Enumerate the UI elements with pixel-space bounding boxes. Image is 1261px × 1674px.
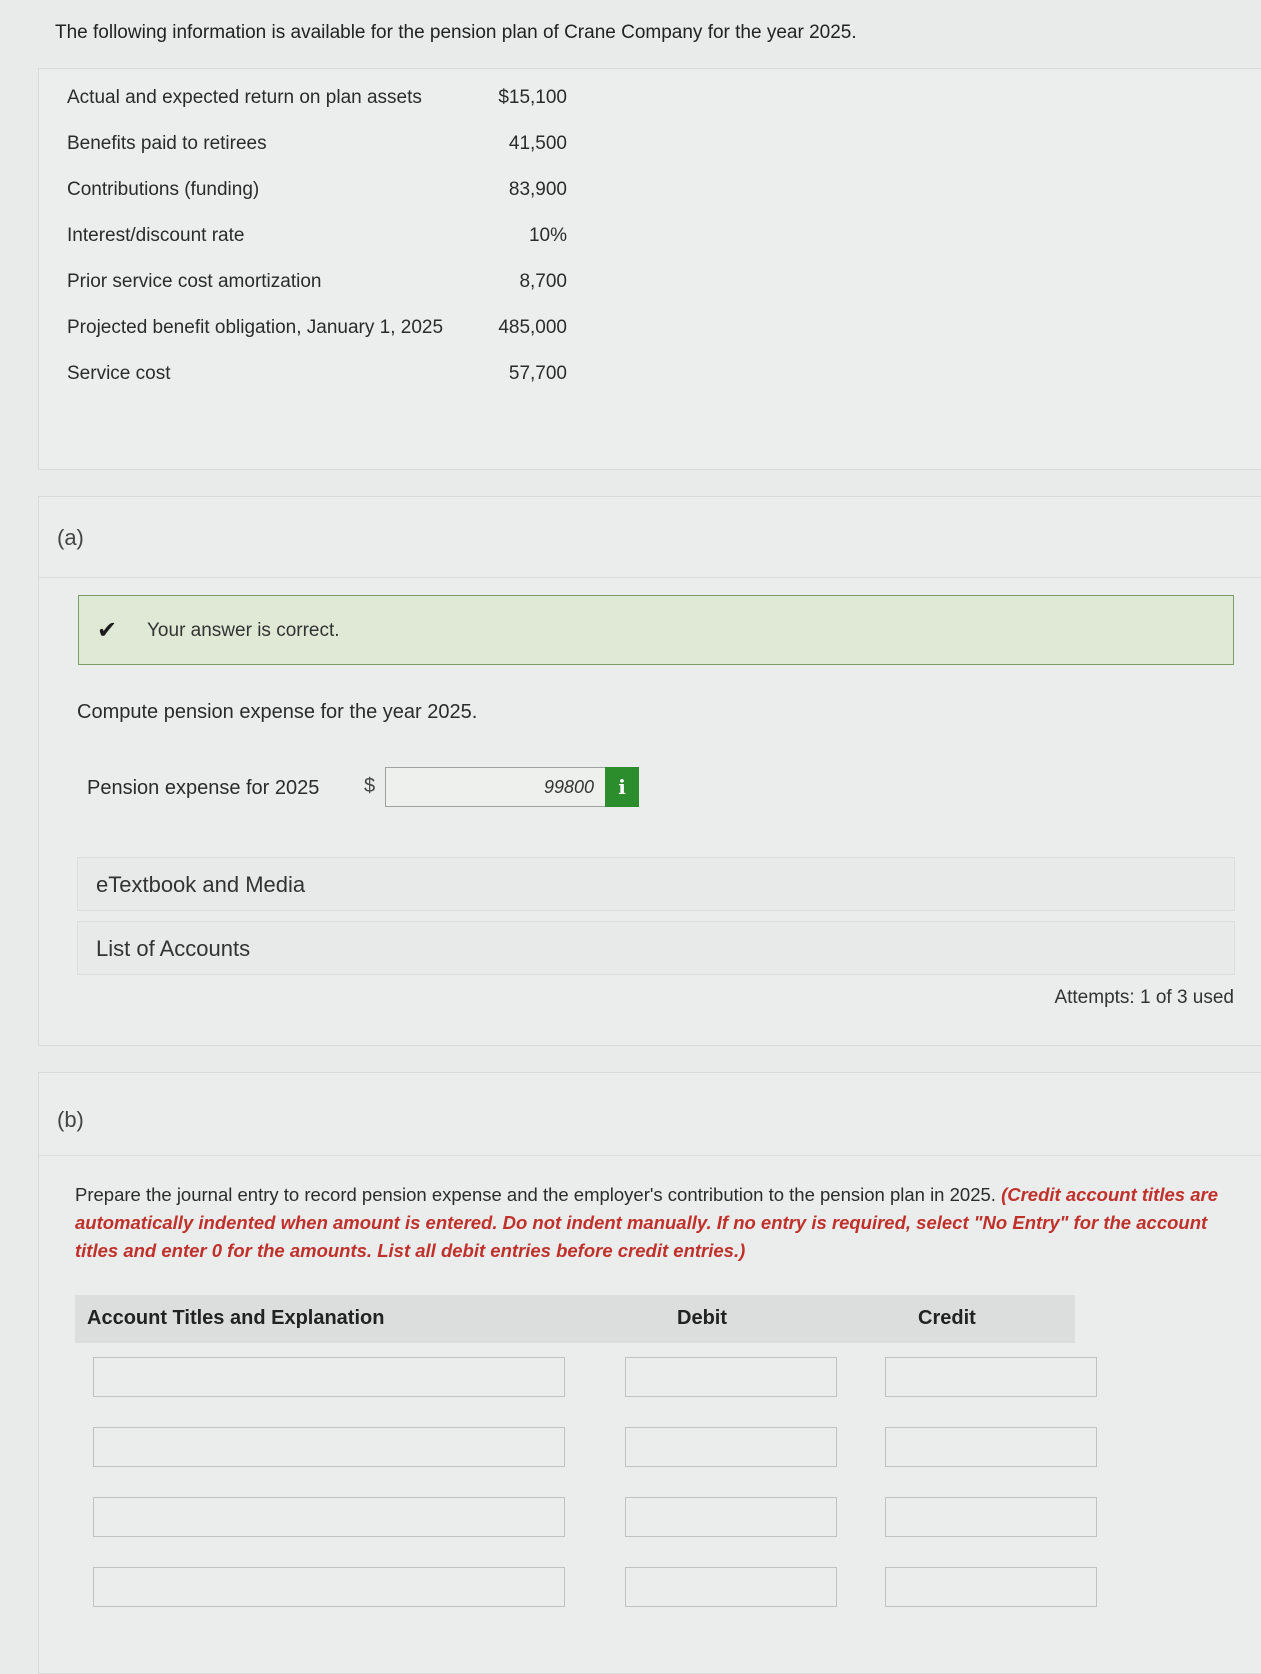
account-title-input[interactable] xyxy=(93,1357,565,1397)
info-value: 8,700 xyxy=(519,271,567,292)
info-value: 57,700 xyxy=(508,363,567,384)
column-account-header: Account Titles and Explanation xyxy=(87,1307,385,1329)
column-credit-header: Credit xyxy=(918,1307,976,1329)
etextbook-link[interactable] xyxy=(77,857,1235,911)
info-row xyxy=(67,225,567,255)
account-title-input[interactable] xyxy=(93,1427,565,1467)
list-of-accounts-label: List of Accounts xyxy=(96,936,251,961)
info-row xyxy=(67,87,567,117)
question-b-text xyxy=(75,1181,1225,1265)
info-value: 83,900 xyxy=(508,179,567,200)
info-row xyxy=(67,271,567,301)
list-of-accounts-link[interactable] xyxy=(77,921,1235,975)
feedback-banner xyxy=(78,595,1234,665)
checkmark-icon: ✔ xyxy=(97,617,118,644)
info-row xyxy=(67,363,567,393)
info-label: Service cost xyxy=(67,363,171,384)
info-label: Benefits paid to retirees xyxy=(67,133,267,154)
question-b-note: (Credit account titles are automatically indented when amount is entered. Do not indent manually. If no entry is required, select "No Entry" for the account titles and enter 0 for the amounts. List all debit entries before credit entries.) xyxy=(75,1184,1218,1261)
debit-input[interactable] xyxy=(625,1497,837,1537)
journal-table-header xyxy=(75,1295,1075,1343)
info-table xyxy=(38,68,1261,470)
info-label: Contributions (funding) xyxy=(67,179,260,200)
credit-input[interactable] xyxy=(885,1427,1097,1467)
column-debit-header: Debit xyxy=(677,1307,727,1329)
part-b-header xyxy=(39,1073,1261,1156)
debit-input[interactable] xyxy=(625,1357,837,1397)
info-value: $15,100 xyxy=(498,87,567,108)
info-label: Prior service cost amortization xyxy=(67,271,322,292)
info-row xyxy=(67,317,567,347)
feedback-text: Your answer is correct. xyxy=(147,620,340,641)
info-value: 10% xyxy=(528,225,567,246)
info-row xyxy=(67,179,567,209)
info-row xyxy=(67,133,567,163)
info-value: 41,500 xyxy=(508,133,567,154)
account-title-input[interactable] xyxy=(93,1567,565,1607)
question-b-main: Prepare the journal entry to record pension expense and the employer's contribution to the pension plan in 2025. xyxy=(75,1184,996,1205)
part-a-section xyxy=(38,496,1261,1046)
info-value: 485,000 xyxy=(498,317,567,338)
info-label: Actual and expected return on plan assets xyxy=(67,87,422,108)
credit-input[interactable] xyxy=(885,1567,1097,1607)
debit-input[interactable] xyxy=(625,1427,837,1467)
part-b-section xyxy=(38,1072,1261,1674)
account-title-input[interactable] xyxy=(93,1497,565,1537)
part-a-header xyxy=(39,497,1261,578)
etextbook-label: eTextbook and Media xyxy=(96,872,306,897)
part-a-letter: (a) xyxy=(57,525,84,550)
credit-input[interactable] xyxy=(885,1497,1097,1537)
currency-symbol: $ xyxy=(364,775,376,797)
intro-text: The following information is available for the pension plan of Crane Company for the year 2025. xyxy=(55,22,857,43)
part-b-letter: (b) xyxy=(57,1107,84,1132)
info-icon[interactable]: i xyxy=(605,767,639,807)
credit-input[interactable] xyxy=(885,1357,1097,1397)
info-label: Projected benefit obligation, January 1, 2025 xyxy=(67,317,444,338)
debit-input[interactable] xyxy=(625,1567,837,1607)
attempts-counter: Attempts: 1 of 3 used xyxy=(1054,987,1234,1008)
pension-expense-input[interactable]: 99800 xyxy=(385,767,607,807)
pension-expense-label: Pension expense for 2025 xyxy=(87,777,320,799)
question-a-text: Compute pension expense for the year 2025. xyxy=(77,701,478,723)
info-label: Interest/discount rate xyxy=(67,225,245,246)
